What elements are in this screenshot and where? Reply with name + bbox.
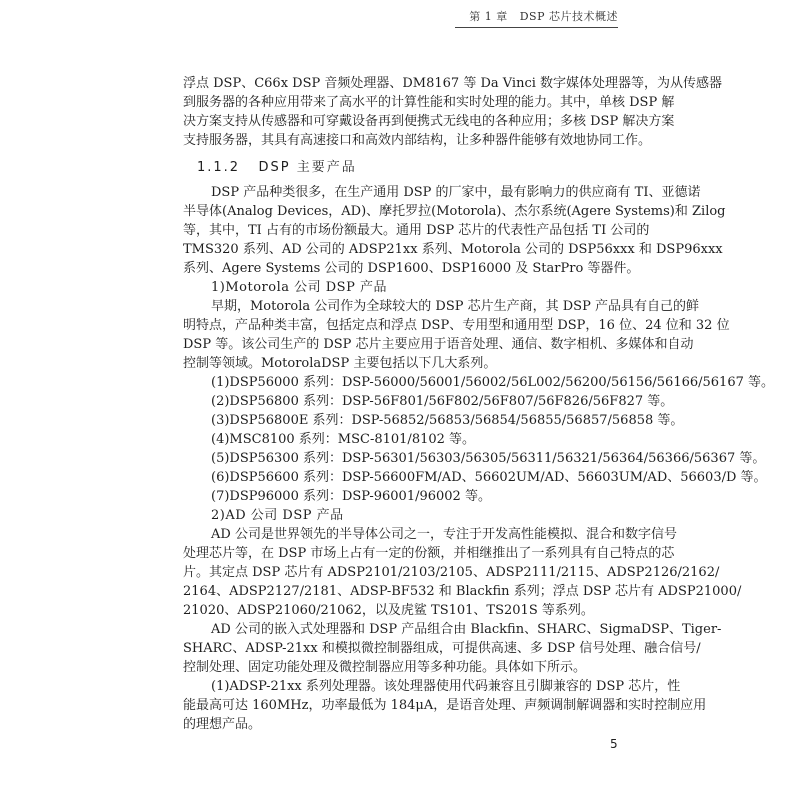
list-item: [183, 392, 674, 411]
running-header: [455, 8, 618, 28]
text-line: 2164、ADSP2127/2181、ADSP-BF532 和 Blackfin 系列；浮点 DSP 芯片有 ADSP21000/: [183, 584, 742, 599]
text-line: (4)MSC8100 系列：MSC-8101/8102 等。: [211, 432, 476, 447]
chapter-label: 第 1 章: [469, 10, 508, 23]
text-line: 1)Motorola 公司 DSP 产品: [211, 280, 387, 295]
section-heading: [183, 153, 618, 183]
paragraph: [183, 525, 742, 620]
paragraph: [183, 677, 707, 734]
subsection-heading: [183, 506, 618, 525]
text-line: 控制等领域。MotorolaDSP 主要包括以下几大系列。: [183, 356, 497, 371]
text-line: 等，其中，TI 占有的市场份额最大。通用 DSP 芯片的代表性产品包括 TI 公司的: [183, 223, 650, 238]
text-line: 决方案支持从传感器和可穿戴设备再到便携式无线电的各种应用；多核 DSP 解决方案: [183, 114, 675, 129]
text-line: 明特点，产品种类丰富，包括定点和浮点 DSP、专用型和通用型 DSP，16 位、24 位和 32 位: [183, 318, 730, 333]
list-item: [183, 468, 767, 487]
paragraph: [183, 297, 730, 373]
paragraph: [183, 620, 722, 677]
list-item: [183, 373, 774, 392]
text-line: (3)DSP56800E 系列：DSP-56852/56853/56854/56855/56857/56858 等。: [211, 413, 684, 428]
text-line: 支持服务器，其具有高速接口和高效内部结构，让多种器件能够有效地协同工作。: [183, 133, 652, 148]
subsection-heading: [183, 278, 618, 297]
text-line: SHARC、ADSP-21xx 和模拟微控制器组成，可提供高速、多 DSP 信号处理、融合信号/: [183, 641, 701, 656]
text-line: 处理芯片等，在 DSP 市场上占有一定的份额，并相继推出了一系列具有自己特点的芯: [183, 546, 675, 561]
list-item: [183, 487, 618, 506]
section-number: 1.1.2: [197, 160, 241, 175]
text-line: 早期，Motorola 公司作为全球较大的 DSP 芯片生产商，其 DSP 产品具有自己的鲜: [211, 299, 699, 314]
text-line: AD 公司的嵌入式处理器和 DSP 产品组合由 Blackfin、SHARC、SigmaDSP、Tiger-: [211, 622, 722, 637]
text-line: (2)DSP56800 系列：DSP-56F801/56F802/56F807/56F826/56F827 等。: [211, 394, 674, 409]
text-line: 系列、Agere Systems 公司的 DSP1600、DSP16000 及 StarPro 等器件。: [183, 261, 640, 276]
intro-text: [183, 74, 723, 150]
text-line: TMS320 系列、AD 公司的 ADSP21xx 系列、Motorola 公司的 DSP56xxx 和 DSP96xxx: [183, 242, 723, 257]
text-line: 能最高可达 160MHz，功率最低为 184μA，是语音处理、声频调制解调器和实时控制应用: [183, 698, 707, 713]
text-line: DSP 等。该公司生产的 DSP 芯片主要应用于语音处理、通信、数字相机、多媒体和自动: [183, 337, 694, 352]
text-line: (5)DSP56300 系列：DSP-56301/56303/56305/56311/56321/56364/56366/56367 等。: [211, 451, 766, 466]
text-line: (6)DSP56600 系列：DSP-56600FM/AD、56602UM/AD、56603UM/AD、56603/D 等。: [211, 470, 767, 485]
list-item: [183, 411, 684, 430]
text-line: (7)DSP96000 系列：DSP-96001/96002 等。: [211, 489, 491, 504]
list-item: [183, 449, 766, 468]
text-line: (1)ADSP-21xx 系列处理器。该处理器使用代码兼容且引脚兼容的 DSP 芯片，性: [211, 679, 681, 694]
page-body: [183, 74, 774, 734]
text-line: 2)AD 公司 DSP 产品: [211, 508, 344, 523]
chapter-title: DSP 芯片技术概述: [519, 10, 618, 23]
text-line: DSP 产品种类很多，在生产通用 DSP 的厂家中，最有影响力的供应商有 TI、亚德诺: [211, 185, 701, 200]
text-line: 片。其定点 DSP 芯片有 ADSP2101/2103/2105、ADSP2111/2115、ADSP2126/2162/: [183, 565, 720, 580]
text-line: 21020、ADSP21060/21062，以及虎鲨 TS101、TS201S 等系列。: [183, 603, 594, 618]
section-text: [183, 183, 774, 734]
text-line: 到服务器的各种应用带来了高水平的计算性能和实时处理的能力。其中，单核 DSP 解: [183, 95, 675, 110]
text-line: 浮点 DSP、C66x DSP 音频处理器、DM8167 等 Da Vinci 数字媒体处理器等，为从传感器: [183, 76, 723, 91]
text-line: 半导体(Analog Devices，AD)、摩托罗拉(Motorola)、杰尔系统(Agere Systems)和 Zilog: [183, 204, 726, 219]
paragraph: [183, 74, 723, 150]
text-line: AD 公司是世界领先的半导体公司之一，专注于开发高性能模拟、混合和数字信号: [211, 527, 677, 542]
text-line: (1)DSP56000 系列：DSP-56000/56001/56002/56L002/56200/56156/56166/56167 等。: [211, 375, 774, 390]
list-item: [183, 430, 618, 449]
text-line: 控制处理、固定功能处理及微控制器应用等多种功能。具体如下所示。: [183, 660, 587, 675]
paragraph: [183, 183, 726, 278]
section-title: DSP 主要产品: [258, 160, 357, 175]
text-line: 的理想产品。: [183, 717, 262, 732]
page-number: 5: [610, 737, 618, 751]
